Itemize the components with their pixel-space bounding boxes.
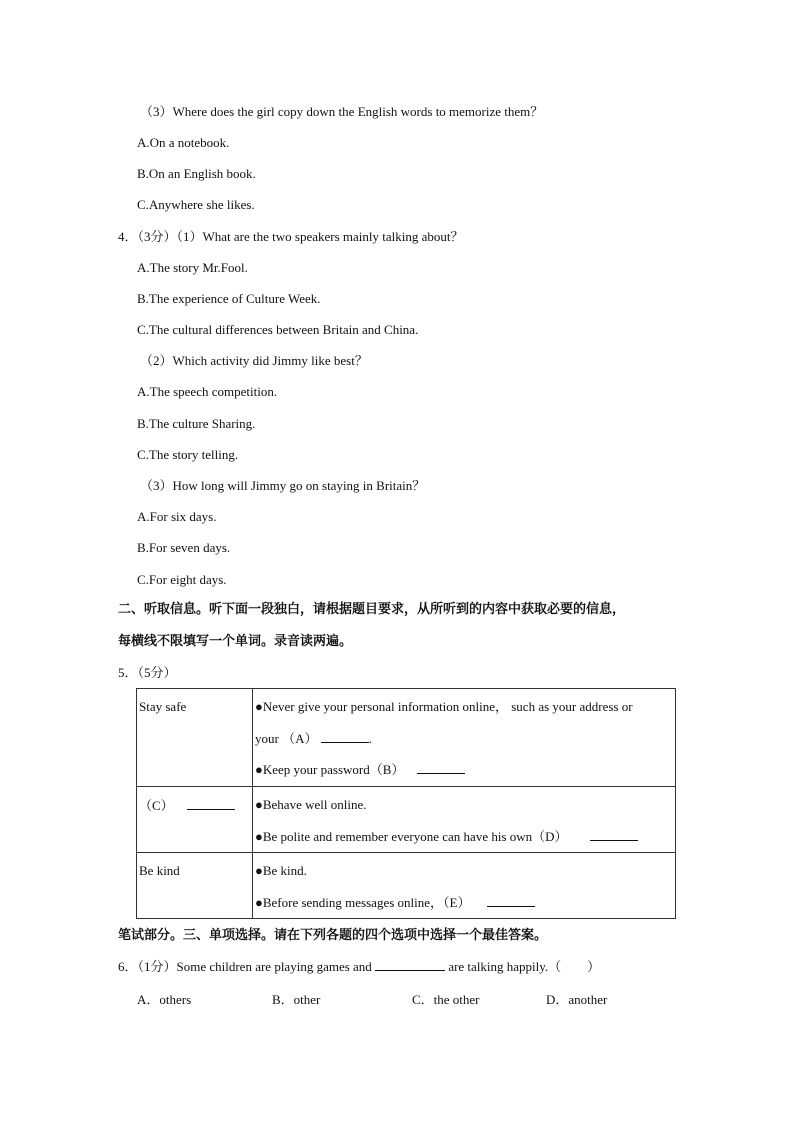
option-d[interactable]: D．another — [546, 992, 608, 1007]
section-instruction: 二、听取信息。听下面一段独白，请根据题目要求，从所听到的内容中获取必要的信息， — [118, 602, 626, 617]
option-b: B.The experience of Culture Week. — [137, 291, 321, 306]
row-label: Be kind — [139, 863, 180, 878]
question-5-header: 5．（5分） — [118, 665, 177, 680]
item-text: Behave well online. — [262, 797, 367, 812]
bullet-icon: ● — [255, 762, 263, 777]
stem-text: 6．（1分）Some children are playing games and — [118, 959, 372, 974]
option-a: A.The story Mr.Fool. — [137, 260, 248, 275]
table-row — [137, 853, 676, 919]
list-item — [253, 689, 675, 720]
bullet-icon: ● — [255, 797, 263, 812]
option-c[interactable]: C．the other — [412, 992, 480, 1007]
option-c: C.For eight days. — [137, 572, 227, 587]
stem-text: are talking happily.（ ） — [448, 959, 601, 974]
option-c: C.The story telling. — [137, 447, 239, 462]
question-text: （2）Which activity did Jimmy like best？ — [140, 353, 368, 368]
option-c: C.The cultural differences between Britain and China. — [137, 322, 419, 337]
list-item — [253, 787, 675, 818]
table-cell-label — [137, 853, 253, 919]
table-cell-label — [137, 689, 253, 787]
row-label: Stay safe — [139, 699, 187, 714]
item-text: Be polite and remember everyone can have his own（D） — [262, 829, 568, 844]
answer-blank-c[interactable] — [187, 797, 235, 810]
option-a[interactable]: A．others — [137, 992, 192, 1007]
table-cell-content — [253, 787, 676, 853]
answer-blank-a[interactable] — [321, 730, 369, 743]
list-item — [253, 751, 675, 782]
table-cell-label — [137, 787, 253, 853]
table-cell-content — [253, 853, 676, 919]
item-text: Before sending messages online，（E） — [262, 895, 471, 910]
option-b[interactable]: B．other — [272, 992, 321, 1007]
item-text: Keep your password（B） — [262, 762, 405, 777]
info-table — [136, 688, 676, 919]
section-title: 笔试部分。三、单项选择。请在下列各题的四个选项中选择一个最佳答案。 — [118, 928, 548, 943]
option-b: B.On an English book. — [137, 166, 256, 181]
question-4-header: 4．（3分）（1）What are the two speakers mainly talking about？ — [118, 229, 464, 244]
option-a: A.The speech competition. — [137, 384, 278, 399]
table-row — [137, 689, 676, 787]
item-text: your （A） — [255, 731, 318, 746]
answer-blank-e[interactable] — [487, 894, 535, 907]
question-6-stem — [118, 958, 600, 975]
bullet-icon: ● — [255, 829, 263, 844]
list-item — [253, 884, 675, 915]
bullet-icon: ● — [255, 863, 263, 878]
option-b: B.For seven days. — [137, 540, 231, 555]
list-item — [253, 818, 675, 849]
list-item — [253, 853, 675, 884]
row-label — [137, 787, 252, 818]
item-text: Never give your personal information online， such as your address or — [262, 699, 633, 714]
option-c: C.Anywhere she likes. — [137, 197, 255, 212]
label-text: （C） — [139, 798, 174, 813]
list-item — [253, 720, 675, 751]
section-instruction: 每横线不限填写一个单词。录音读两遍。 — [118, 634, 353, 649]
bullet-icon: ● — [255, 699, 263, 714]
answer-blank-d[interactable] — [590, 828, 638, 841]
answer-blank[interactable] — [375, 958, 445, 971]
option-b: B.The culture Sharing. — [137, 416, 256, 431]
bullet-icon: ● — [255, 895, 263, 910]
table-cell-content — [253, 689, 676, 787]
punctuation: . — [368, 731, 372, 746]
option-a: A.On a notebook. — [137, 135, 230, 150]
table-row — [137, 787, 676, 853]
option-a: A.For six days. — [137, 509, 217, 524]
question-text: （3）Where does the girl copy down the English words to memorize them？ — [140, 104, 544, 119]
item-text: Be kind. — [262, 863, 307, 878]
answer-blank-b[interactable] — [417, 761, 465, 774]
question-text: （3）How long will Jimmy go on staying in Britain？ — [140, 478, 426, 493]
